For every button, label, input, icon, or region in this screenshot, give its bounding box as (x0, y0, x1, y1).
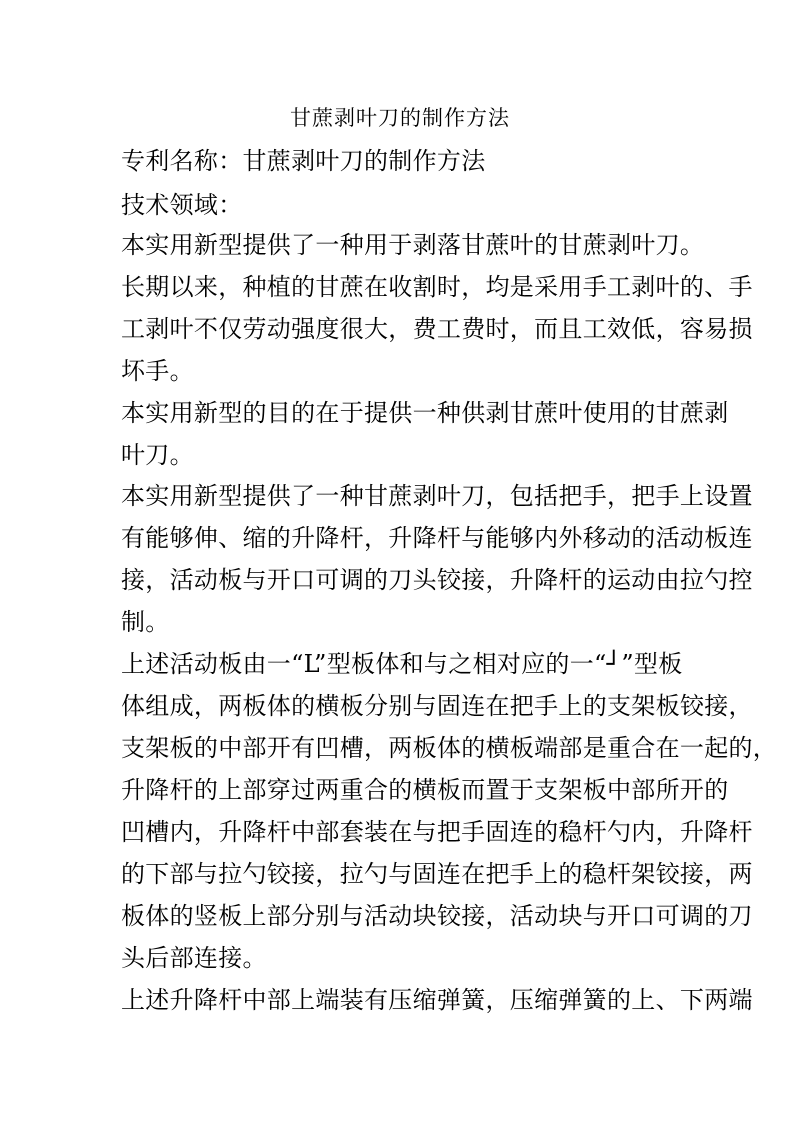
body-line: 本实用新型的目的在于提供一种供剥甘蔗叶使用的甘蔗剥 (121, 399, 729, 427)
body-line: 体组成，两板体的横板分别与固连在把手上的支架板铰接， (121, 692, 753, 720)
body-line: 头后部连接。 (121, 944, 267, 972)
body-line: 长期以来，种植的甘蔗在收割时，均是采用手工剥叶的、手 (121, 273, 753, 301)
body-line: 制。 (121, 608, 170, 636)
body-line: 专利名称：甘蔗剥叶刀的制作方法 (121, 147, 486, 175)
body-line: 有能够伸、缩的升降杆，升降杆与能够内外移动的活动板连 (121, 524, 753, 552)
body-line: 坏手。 (121, 357, 194, 385)
document-title: 甘蔗剥叶刀的制作方法 (290, 106, 510, 130)
body-line: 支架板的中部开有凹槽，两板体的横板端部是重合在一起的， (121, 734, 778, 762)
body-line: 本实用新型提供了一种用于剥落甘蔗叶的甘蔗剥叶刀。 (121, 231, 705, 259)
body-line: 板体的竖板上部分别与活动块铰接，活动块与开口可调的刀 (121, 902, 753, 930)
body-line: 叶刀。 (121, 441, 194, 469)
body-line: 升降杆的上部穿过两重合的横板而置于支架板中部所开的 (121, 776, 729, 804)
body-line: 的下部与拉勺铰接，拉勺与固连在把手上的稳杆架铰接，两 (121, 860, 753, 888)
body-line: 工剥叶不仅劳动强度很大，费工费时，而且工效低，容易损 (121, 315, 753, 343)
body-line: 技术领域： (121, 191, 243, 219)
body-line: 凹槽内，升降杆中部套装在与把手固连的稳杆勺内，升降杆 (121, 818, 753, 846)
body-line: 本实用新型提供了一种甘蔗剥叶刀，包括把手，把手上设置 (121, 482, 753, 510)
body-line: 上述活动板由一“L”型板体和与之相对应的一“┘”型板 (121, 650, 683, 678)
body-line: 接，活动板与开口可调的刀头铰接，升降杆的运动由拉勺控 (121, 566, 753, 594)
body-line: 上述升降杆中部上端装有压缩弹簧，压缩弹簧的上、下两端 (121, 986, 753, 1014)
